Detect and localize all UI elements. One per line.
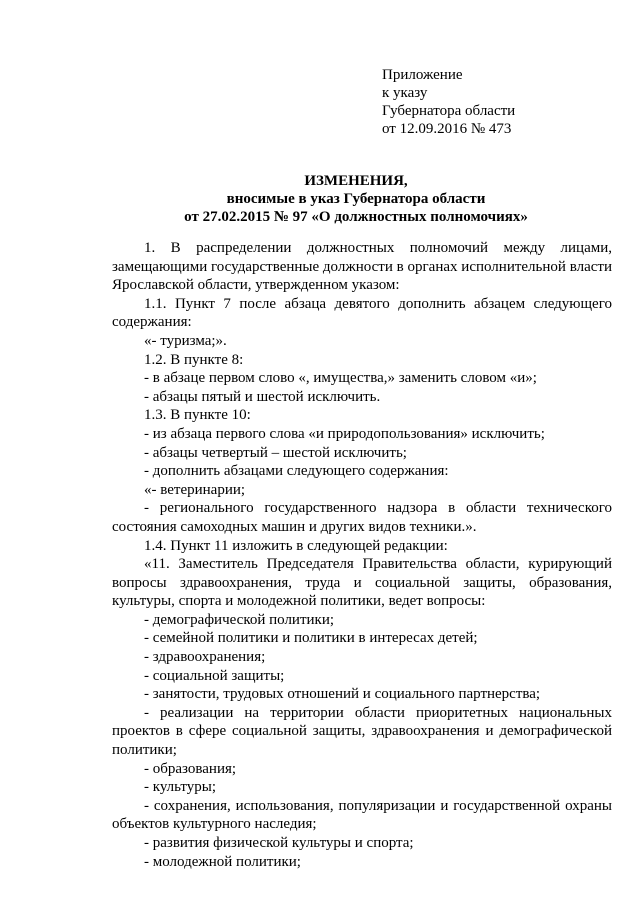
paragraph: - демографической политики; bbox=[144, 611, 335, 628]
paragraph: 1.2. В пункте 8: bbox=[144, 351, 244, 368]
paragraph: - абзацы пятый и шестой исключить. bbox=[144, 388, 381, 405]
paragraph: «- ветеринарии; bbox=[144, 481, 246, 498]
paragraph: 1.4. Пункт 11 изложить в следующей редакции: bbox=[144, 537, 448, 554]
paragraph: - из абзаца первого слова «и природопользования» исключить; bbox=[144, 425, 545, 442]
document-body bbox=[112, 239, 612, 871]
paragraph: - реализации на территории области приоритетных национальных проектов в сфере социальной защиты, здравоохранения и демографической политики; bbox=[112, 704, 612, 759]
paragraph: - развития физической культуры и спорта; bbox=[144, 835, 414, 851]
paragraph: - культуры; bbox=[144, 779, 217, 796]
title-line: от 27.02.2015 № 97 «О должностных полномочиях» bbox=[184, 209, 528, 225]
paragraph: - семейной политики и политики в интересах детей; bbox=[144, 630, 478, 647]
paragraph: - абзацы четвертый – шестой исключить; bbox=[144, 444, 407, 461]
paragraph: 1. В распределении должностных полномочий между лицами, замещающими государственные должности в органах исполнительной власти Ярославской области, утвержденном указом: bbox=[112, 240, 612, 294]
appendix-line: Приложение bbox=[382, 67, 463, 83]
paragraph: - здравоохранения; bbox=[144, 649, 266, 666]
paragraph: - дополнить абзацами следующего содержания: bbox=[144, 463, 449, 480]
appendix-line: к указу bbox=[382, 85, 428, 101]
paragraph: - в абзаце первом слово «, имущества,» заменить словом «и»; bbox=[144, 370, 537, 387]
document-title bbox=[0, 172, 640, 226]
paragraph: «- туризма;». bbox=[144, 332, 227, 349]
paragraph: - образования; bbox=[144, 760, 237, 777]
paragraph: - молодежной политики; bbox=[144, 853, 301, 870]
appendix-line: от 12.09.2016 № 473 bbox=[382, 121, 512, 137]
paragraph: 1.1. Пункт 7 после абзаца девятого дополнить абзацем следующего содержания: bbox=[112, 295, 612, 331]
paragraph: - сохранения, использования, популяризации и государственной охраны объектов культурного наследия; bbox=[112, 797, 612, 833]
paragraph: - занятости, трудовых отношений и социального партнерства; bbox=[144, 686, 541, 703]
paragraph: 1.3. В пункте 10: bbox=[144, 407, 251, 424]
paragraph: - социальной защиты; bbox=[144, 667, 285, 684]
title-line: вносимые в указ Губернатора области bbox=[226, 191, 486, 207]
title-heading: ИЗМЕНЕНИЯ, bbox=[304, 173, 408, 189]
appendix-line: Губернатора области bbox=[382, 103, 516, 119]
appendix-block bbox=[382, 66, 515, 138]
paragraph: - регионального государственного надзора в области технического состояния самоходных машин и других видов техники.». bbox=[112, 500, 612, 535]
paragraph: «11. Заместитель Председателя Правительства области, курирующий вопросы здравоохранения, труда и социальной защиты, образования, культуры, спорта и молодежной политики, ведет вопросы: bbox=[112, 556, 612, 610]
